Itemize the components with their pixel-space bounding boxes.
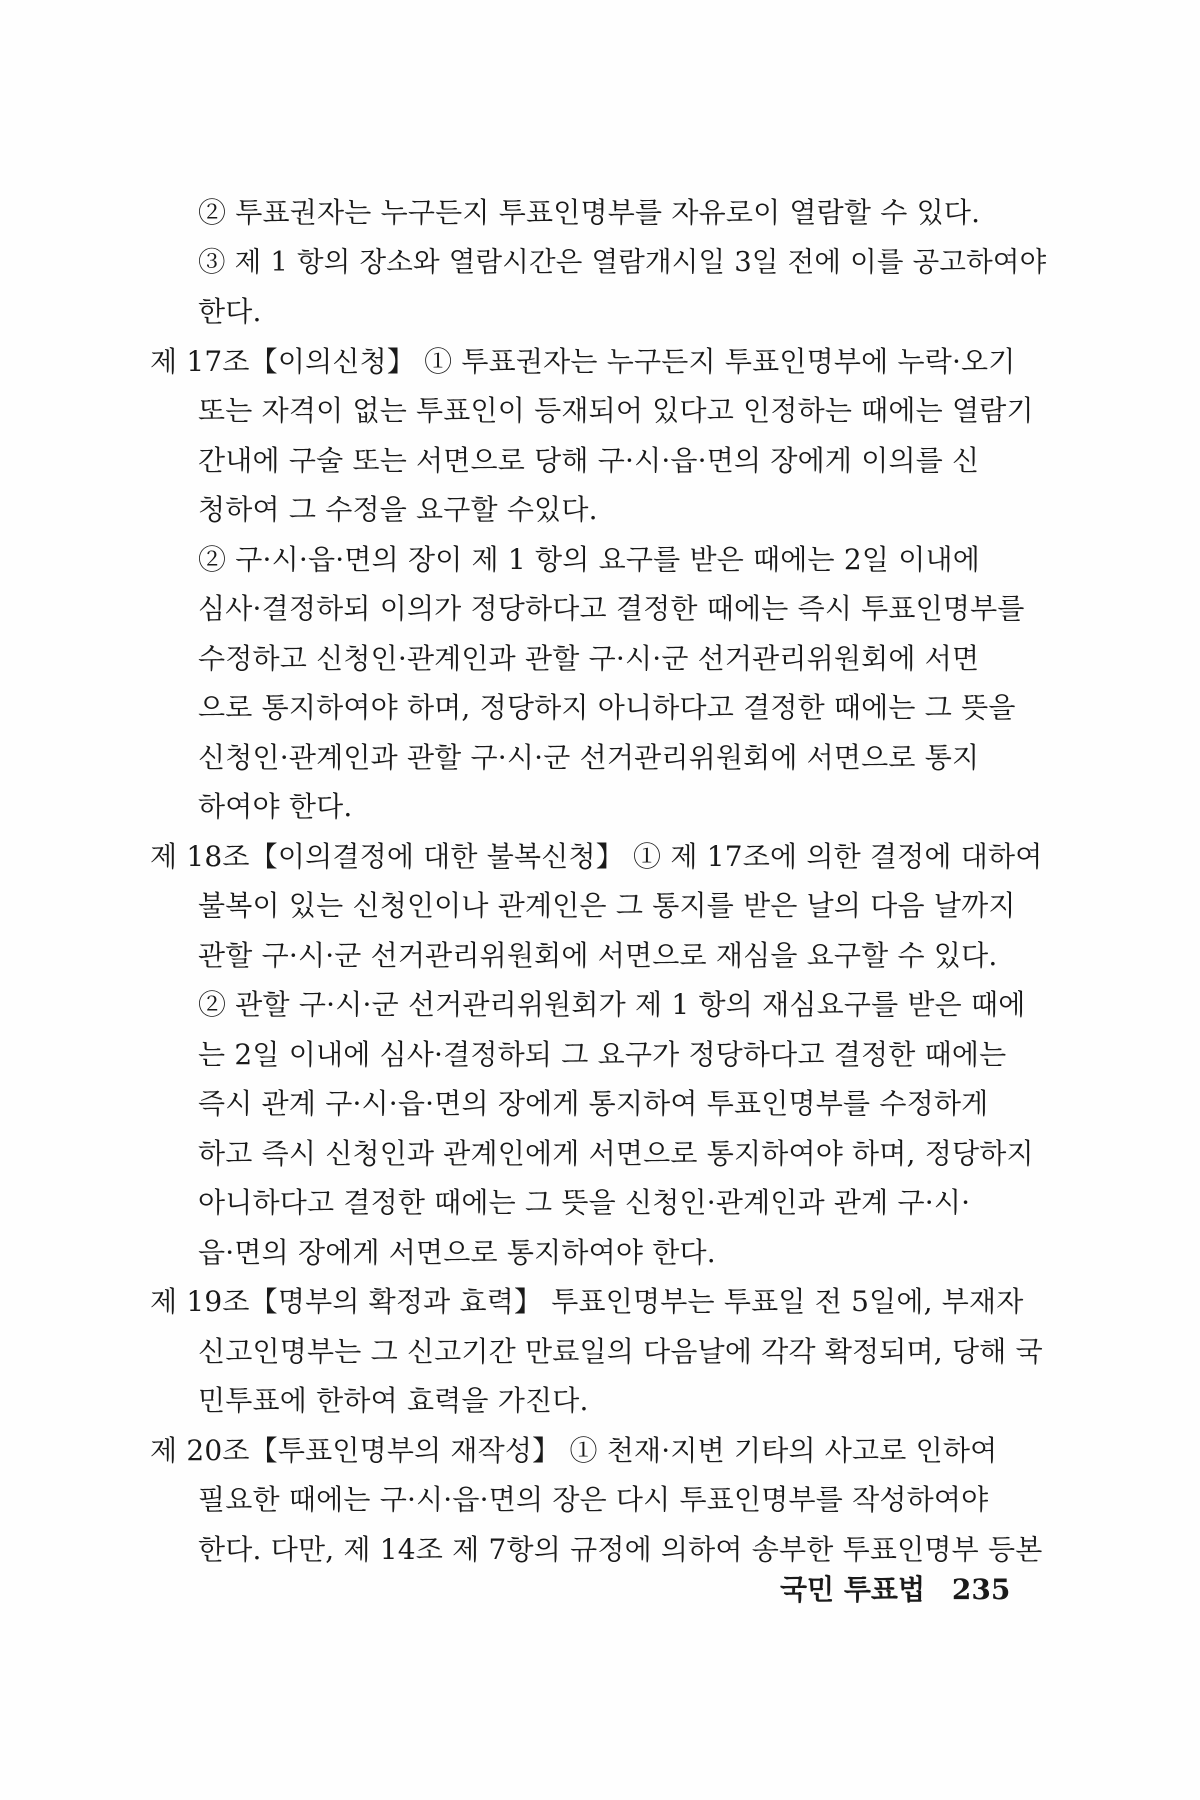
text-line: ② 구·시·읍·면의 장이 제 1 항의 요구를 받은 때에는 2일 이내에 bbox=[198, 542, 980, 576]
text-line: ② 투표권자는 누구든지 투표인명부를 자유로이 열람할 수 있다. bbox=[198, 196, 981, 229]
page-number: 235 bbox=[951, 1573, 1011, 1606]
text-line: 으로 통지하여야 하며, 정당하지 아니하다고 결정한 때에는 그 뜻을 bbox=[198, 691, 1016, 724]
text-line: 하여야 한다. bbox=[198, 790, 353, 823]
text-line: ③ 제 1 항의 장소와 열람시간은 열람개시일 3일 전에 이를 공고하여야 bbox=[198, 245, 1047, 278]
article-heading-line: 제 18조【이의결정에 대한 불복신청】 ① 제 17조에 의한 결정에 대하여 bbox=[150, 839, 1043, 873]
text-line: 즉시 관계 구·시·읍·면의 장에게 통지하여 투표인명부를 수정하게 bbox=[198, 1087, 989, 1120]
text-line: 아니하다고 결정한 때에는 그 뜻을 신청인·관계인과 관계 구·시· bbox=[198, 1186, 971, 1219]
text-line: 한다. bbox=[198, 295, 262, 328]
page-footer bbox=[780, 1568, 1010, 1608]
body-text bbox=[150, 188, 1050, 1574]
text-line: 신청인·관계인과 관할 구·시·군 선거관리위원회에 서면으로 통지 bbox=[198, 740, 980, 774]
running-title: 국민 투표법 bbox=[780, 1573, 925, 1606]
text-line: ② 관할 구·시·군 선거관리위원회가 제 1 항의 재심요구를 받은 때에 bbox=[198, 988, 1026, 1021]
text-line: 신고인명부는 그 신고기간 만료일의 다음날에 각각 확정되며, 당해 국 bbox=[198, 1334, 1043, 1368]
text-line: 청하여 그 수정을 요구할 수있다. bbox=[198, 493, 598, 526]
text-line: 간내에 구술 또는 서면으로 당해 구·시·읍·면의 장에게 이의를 신 bbox=[198, 443, 980, 477]
text-line: 관할 구·시·군 선거관리위원회에 서면으로 재심을 요구할 수 있다. bbox=[198, 938, 998, 972]
text-line: 심사·결정하되 이의가 정당하다고 결정한 때에는 즉시 투표인명부를 bbox=[198, 592, 1025, 625]
text-line: 민투표에 한하여 효력을 가진다. bbox=[198, 1384, 589, 1417]
text-line: 필요한 때에는 구·시·읍·면의 장은 다시 투표인명부를 작성하여야 bbox=[198, 1483, 989, 1516]
text-line: 불복이 있는 신청인이나 관계인은 그 통지를 받은 날의 다음 날까지 bbox=[198, 889, 1016, 922]
text-line: 수정하고 신청인·관계인과 관할 구·시·군 선거관리위원회에 서면 bbox=[198, 641, 980, 675]
article-heading-line: 제 17조【이의신청】 ① 투표권자는 누구든지 투표인명부에 누락·오기 bbox=[150, 344, 1016, 378]
text-line: 또는 자격이 없는 투표인이 등재되어 있다고 인정하는 때에는 열람기 bbox=[198, 394, 1034, 427]
text-line: 읍·면의 장에게 서면으로 통지하여야 한다. bbox=[198, 1235, 716, 1269]
article-heading-line: 제 19조【명부의 확정과 효력】 투표인명부는 투표일 전 5일에, 부재자 bbox=[150, 1285, 1024, 1318]
article-heading-line: 제 20조【투표인명부의 재작성】 ① 천재·지변 기타의 사고로 인하여 bbox=[150, 1433, 998, 1467]
text-line: 한다. 다만, 제 14조 제 7항의 규정에 의하여 송부한 투표인명부 등본 bbox=[198, 1532, 1043, 1566]
text-line: 는 2일 이내에 심사·결정하되 그 요구가 정당하다고 결정한 때에는 bbox=[198, 1037, 1007, 1071]
text-line: 하고 즉시 신청인과 관계인에게 서면으로 통지하여야 하며, 정당하지 bbox=[198, 1136, 1034, 1170]
